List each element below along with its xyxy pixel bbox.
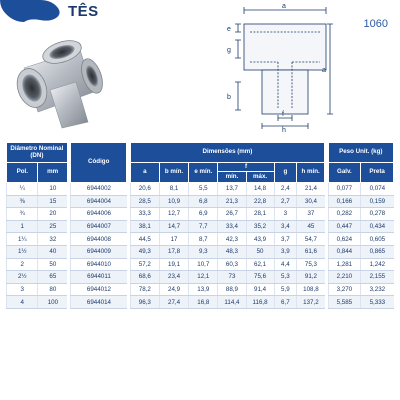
- cell-mm: 32: [38, 233, 67, 246]
- cell-a: 33,3: [130, 208, 159, 221]
- table-row: [7, 271, 394, 284]
- cell-f-max: 50: [246, 245, 274, 258]
- cell-g: 3,4: [274, 220, 296, 233]
- cell-g: 3,9: [274, 245, 296, 258]
- col-peso-unit: Peso Unit. (kg): [328, 143, 393, 163]
- col-galv: Galv.: [328, 163, 361, 183]
- cell-g: 4,4: [274, 258, 296, 271]
- cell-a: 96,3: [130, 296, 159, 309]
- cell-mm: 65: [38, 271, 67, 284]
- cell-mm: 10: [38, 183, 67, 196]
- col-mm: mm: [38, 163, 67, 183]
- cell-b-min: 19,1: [159, 258, 188, 271]
- cell-f-max: 75,6: [246, 271, 274, 284]
- table-row: [7, 220, 394, 233]
- cell-b-min: 14,7: [159, 220, 188, 233]
- cell-galv: 2,210: [328, 271, 361, 284]
- cell-h-min: 30,4: [297, 195, 325, 208]
- cell-codigo: 6944004: [71, 195, 127, 208]
- cell-f-min: 48,3: [218, 245, 246, 258]
- cell-f-min: 13,7: [218, 183, 246, 196]
- cell-galv: 5,585: [328, 296, 361, 309]
- cell-e-min: 9,3: [189, 245, 218, 258]
- cell-f-max: 62,1: [246, 258, 274, 271]
- cell-galv: 0,447: [328, 220, 361, 233]
- col-g: g: [274, 163, 296, 183]
- cell-a: 49,3: [130, 245, 159, 258]
- cell-g: 2,7: [274, 195, 296, 208]
- cell-galv: 0,166: [328, 195, 361, 208]
- cell-mm: 80: [38, 283, 67, 296]
- cell-f-max: 35,2: [246, 220, 274, 233]
- specification-table: [6, 142, 394, 309]
- cell-a: 57,2: [130, 258, 159, 271]
- cell-pol: 1¼: [7, 233, 38, 246]
- cell-galv: 0,282: [328, 208, 361, 221]
- cell-a: 44,5: [130, 233, 159, 246]
- diagram-label-h: h: [282, 127, 286, 132]
- cell-e-min: 10,7: [189, 258, 218, 271]
- cell-f-max: 91,4: [246, 283, 274, 296]
- table-row: [7, 296, 394, 309]
- table-row: [7, 233, 394, 246]
- cell-g: 3,7: [274, 233, 296, 246]
- cell-pol: ⅜: [7, 195, 38, 208]
- cell-codigo: 6944008: [71, 233, 127, 246]
- cell-preta: 0,159: [361, 195, 394, 208]
- cell-f-min: 114,4: [218, 296, 246, 309]
- cell-codigo: 6944009: [71, 245, 127, 258]
- cell-pol: 3: [7, 283, 38, 296]
- tee-fitting-image: [10, 30, 110, 130]
- cell-f-max: 22,8: [246, 195, 274, 208]
- cell-f-min: 21,3: [218, 195, 246, 208]
- cell-b-min: 12,7: [159, 208, 188, 221]
- col-f-max: máx.: [246, 172, 274, 183]
- cell-f-min: 26,7: [218, 208, 246, 221]
- cell-mm: 15: [38, 195, 67, 208]
- diagram-label-a-top: a: [282, 3, 286, 10]
- diagram-label-a-right: a: [322, 67, 326, 74]
- cell-h-min: 91,2: [297, 271, 325, 284]
- cell-preta: 0,074: [361, 183, 394, 196]
- cell-codigo: 6944010: [71, 258, 127, 271]
- cell-preta: 2,155: [361, 271, 394, 284]
- col-diametro-nominal: Diâmetro Nominal (DN): [7, 143, 68, 163]
- cell-e-min: 12,1: [189, 271, 218, 284]
- diagram-label-g: g: [227, 47, 231, 54]
- cell-mm: 100: [38, 296, 67, 309]
- col-codigo: Código: [71, 143, 127, 183]
- cell-b-min: 10,9: [159, 195, 188, 208]
- cell-preta: 0,605: [361, 233, 394, 246]
- cell-f-max: 116,8: [246, 296, 274, 309]
- cell-h-min: 37: [297, 208, 325, 221]
- cell-preta: 0,434: [361, 220, 394, 233]
- cell-a: 68,6: [130, 271, 159, 284]
- cell-h-min: 137,2: [297, 296, 325, 309]
- cell-f-min: 88,9: [218, 283, 246, 296]
- cell-e-min: 8,7: [189, 233, 218, 246]
- col-h-min: h mín.: [297, 163, 325, 183]
- cell-g: 3: [274, 208, 296, 221]
- cell-preta: 3,232: [361, 283, 394, 296]
- cell-codigo: 6944012: [71, 283, 127, 296]
- col-e-min: e mín.: [189, 163, 218, 183]
- cell-mm: 50: [38, 258, 67, 271]
- cell-preta: 1,242: [361, 258, 394, 271]
- cell-codigo: 6944011: [71, 271, 127, 284]
- col-dimensoes: Dimensões (mm): [130, 143, 325, 163]
- cell-mm: 25: [38, 220, 67, 233]
- cell-b-min: 8,1: [159, 183, 188, 196]
- cell-e-min: 6,9: [189, 208, 218, 221]
- cell-b-min: 17: [159, 233, 188, 246]
- tee-dimension-diagram: [222, 2, 334, 132]
- cell-f-min: 42,3: [218, 233, 246, 246]
- cell-pol: 1½: [7, 245, 38, 258]
- page-title: TÊS: [68, 3, 99, 20]
- cell-codigo: 6944002: [71, 183, 127, 196]
- cell-a: 28,5: [130, 195, 159, 208]
- cell-galv: 0,077: [328, 183, 361, 196]
- cell-preta: 0,865: [361, 245, 394, 258]
- cell-galv: 3,270: [328, 283, 361, 296]
- cell-pol: 2½: [7, 271, 38, 284]
- product-code: 1060: [363, 18, 388, 30]
- cell-a: 78,2: [130, 283, 159, 296]
- col-pol: Pol.: [7, 163, 38, 183]
- cell-h-min: 108,8: [297, 283, 325, 296]
- cell-mm: 40: [38, 245, 67, 258]
- col-preta: Preta: [361, 163, 394, 183]
- cell-g: 5,9: [274, 283, 296, 296]
- cell-pol: ¾: [7, 208, 38, 221]
- cell-e-min: 5,5: [189, 183, 218, 196]
- cell-e-min: 16,8: [189, 296, 218, 309]
- cell-b-min: 17,8: [159, 245, 188, 258]
- cell-codigo: 6944007: [71, 220, 127, 233]
- cell-f-max: 14,8: [246, 183, 274, 196]
- cell-a: 20,6: [130, 183, 159, 196]
- cell-pol: 4: [7, 296, 38, 309]
- cell-f-min: 73: [218, 271, 246, 284]
- table-row: [7, 283, 394, 296]
- specification-table-body: [7, 183, 394, 309]
- col-b-min: b mín.: [159, 163, 188, 183]
- cell-preta: 0,278: [361, 208, 394, 221]
- cell-b-min: 23,4: [159, 271, 188, 284]
- cell-h-min: 54,7: [297, 233, 325, 246]
- diagram-label-b: b: [227, 94, 231, 101]
- cell-h-min: 21,4: [297, 183, 325, 196]
- cell-h-min: 61,6: [297, 245, 325, 258]
- cell-mm: 20: [38, 208, 67, 221]
- cell-pol: 2: [7, 258, 38, 271]
- cell-b-min: 24,9: [159, 283, 188, 296]
- cell-h-min: 45: [297, 220, 325, 233]
- table-row: [7, 208, 394, 221]
- cell-f-max: 43,9: [246, 233, 274, 246]
- cell-codigo: 6944014: [71, 296, 127, 309]
- diagram-label-f: f: [282, 111, 284, 118]
- cell-f-max: 28,1: [246, 208, 274, 221]
- cell-b-min: 27,4: [159, 296, 188, 309]
- table-row: [7, 258, 394, 271]
- cell-e-min: 6,8: [189, 195, 218, 208]
- cell-g: 6,7: [274, 296, 296, 309]
- cell-h-min: 75,3: [297, 258, 325, 271]
- cell-galv: 0,624: [328, 233, 361, 246]
- cell-galv: 0,844: [328, 245, 361, 258]
- cell-e-min: 7,7: [189, 220, 218, 233]
- cell-f-min: 33,4: [218, 220, 246, 233]
- col-a: a: [130, 163, 159, 183]
- table-row: [7, 195, 394, 208]
- cell-g: 5,3: [274, 271, 296, 284]
- cell-e-min: 13,9: [189, 283, 218, 296]
- col-f-min: mín.: [218, 172, 246, 183]
- cell-g: 2,4: [274, 183, 296, 196]
- brand-logo-shape: [0, 0, 62, 22]
- cell-codigo: 6944006: [71, 208, 127, 221]
- col-f: f: [218, 163, 274, 172]
- cell-f-min: 60,3: [218, 258, 246, 271]
- cell-pol: 1: [7, 220, 38, 233]
- table-row: [7, 245, 394, 258]
- cell-pol: ¼: [7, 183, 38, 196]
- cell-a: 38,1: [130, 220, 159, 233]
- table-row: [7, 183, 394, 196]
- diagram-label-e: e: [227, 26, 231, 33]
- cell-galv: 1,281: [328, 258, 361, 271]
- cell-preta: 5,333: [361, 296, 394, 309]
